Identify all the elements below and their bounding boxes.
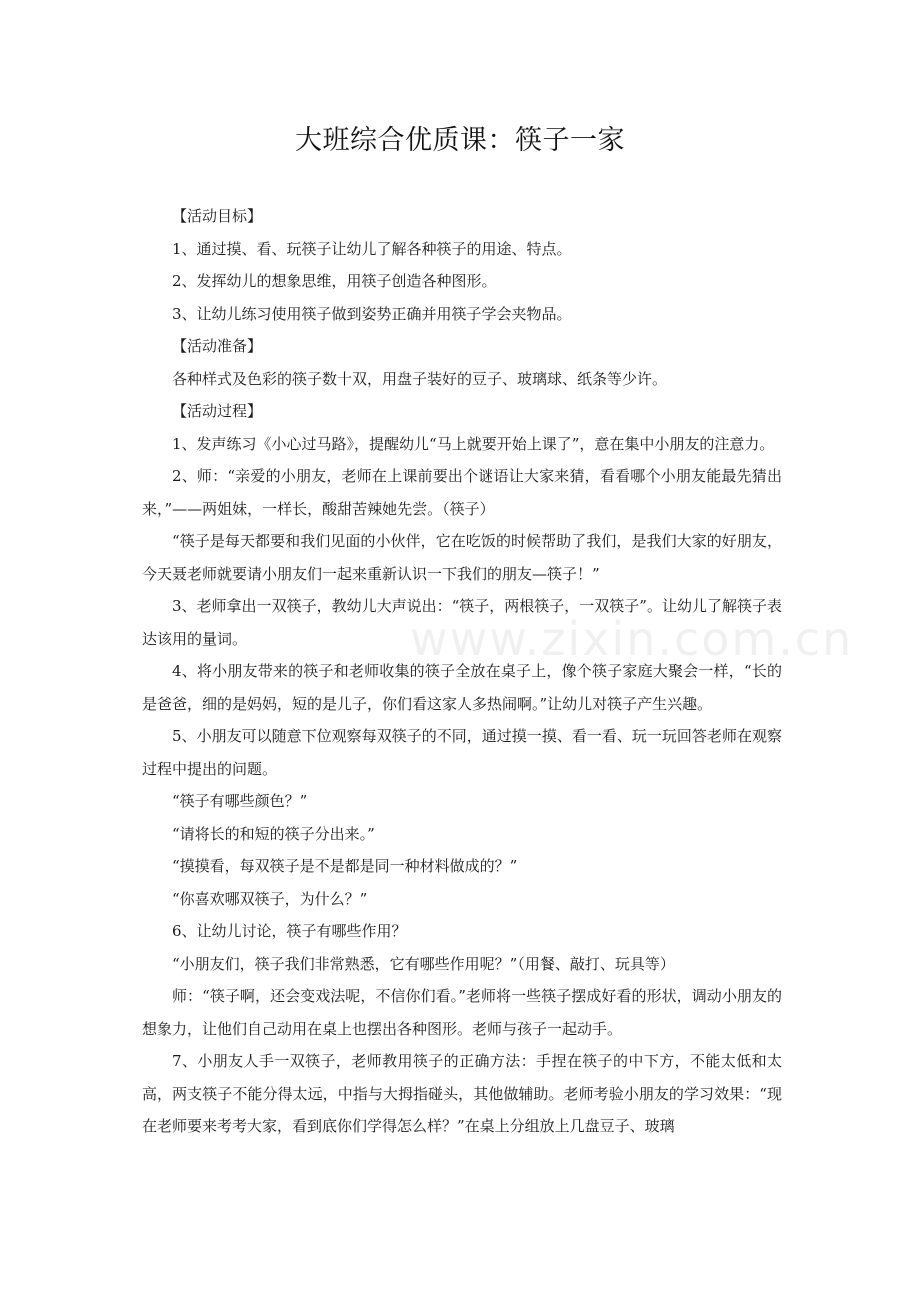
section-heading-process: 【活动过程】 [172, 402, 263, 420]
paragraph: “筷子是每天都要和我们见面的小伙伴，它在吃饭的时候帮助了我们，是我们大家的好朋友，今天聂老师就要请小朋友们一起来重新认识一下我们的朋友—筷子！” [142, 532, 782, 583]
paragraph: 5、小朋友可以随意下位观察每双筷子的不同，通过摸一摸、看一看、玩一玩回答老师在观察过程中提出的问题。 [142, 727, 782, 778]
watermark: www.zixin.com.cn [410, 612, 854, 666]
section-heading-preparation: 【活动准备】 [172, 337, 263, 355]
paragraph: 3、让幼儿练习使用筷子做到姿势正确并用筷子学会夹物品。 [172, 304, 572, 323]
paragraph: 6、让幼儿讨论，筷子有哪些作用？ [172, 922, 407, 940]
paragraph: 2、师：“亲爱的小朋友，老师在上课前要出个谜语让大家来猜，看看哪个小朋友能最先猜出来，”——两姐妹，一样长，酸甜苦辣她先尝。（筷子） [142, 467, 782, 518]
paragraph: 各种样式及色彩的筷子数十双，用盘子装好的豆子、玻璃球、纸条等少许。 [172, 369, 668, 388]
paragraph: 1、发声练习《小心过马路》，提醒幼儿“马上就要开始上课了”，意在集中小朋友的注意力。 [172, 434, 775, 453]
paragraph: “小朋友们，筷子我们非常熟悉，它有哪些作用呢？”（用餐、敲打、玩具等） [172, 954, 675, 973]
paragraph: 1、通过摸、看、玩筷子让幼儿了解各种筷子的用途、特点。 [172, 239, 572, 258]
paragraph: “请将长的和短的筷子分出来。” [172, 824, 375, 843]
paragraph: “你喜欢哪双筷子，为什么？” [172, 889, 368, 908]
paragraph: 师：“筷子啊，还会变戏法呢，不信你们看。”老师将一些筷子摆成好看的形状，调动小朋友的想象力，让他们自己动用在桌上也摆出各种图形。老师与孩子一起动手。 [142, 987, 782, 1038]
paragraph: 2、发挥幼儿的想象思维，用筷子创造各种图形。 [172, 272, 497, 290]
document-body [142, 200, 782, 1143]
document-title: 大班综合优质课：筷子一家 [295, 125, 625, 156]
paragraph: 3、老师拿出一双筷子，教幼儿大声说出：“筷子，两根筷子，一双筷子”。让幼儿了解筷子表达该用的量词。 [142, 597, 782, 648]
paragraph: “摸摸看，每双筷子是不是都是同一种材料做成的？” [172, 857, 518, 875]
section-heading-goals: 【活动目标】 [172, 207, 263, 225]
paragraph: 7、小朋友人手一双筷子，老师教用筷子的正确方法：手捏在筷子的中下方，不能太低和太高，两支筷子不能分得太远，中指与大拇指碰头，其他做辅助。老师考验小朋友的学习效果：“现在老师要来考考大家，看到底你们学得怎么样？”在桌上分组放上几盘豆子、玻璃 [142, 1052, 782, 1135]
paragraph: “筷子有哪些颜色？” [172, 792, 308, 810]
paragraph: 4、将小朋友带来的筷子和老师收集的筷子全放在桌子上，像个筷子家庭大聚会一样，“长的是爸爸，细的是妈妈，短的是儿子，你们看这家人多热闹啊。”让幼儿对筷子产生兴趣。 [142, 662, 782, 713]
